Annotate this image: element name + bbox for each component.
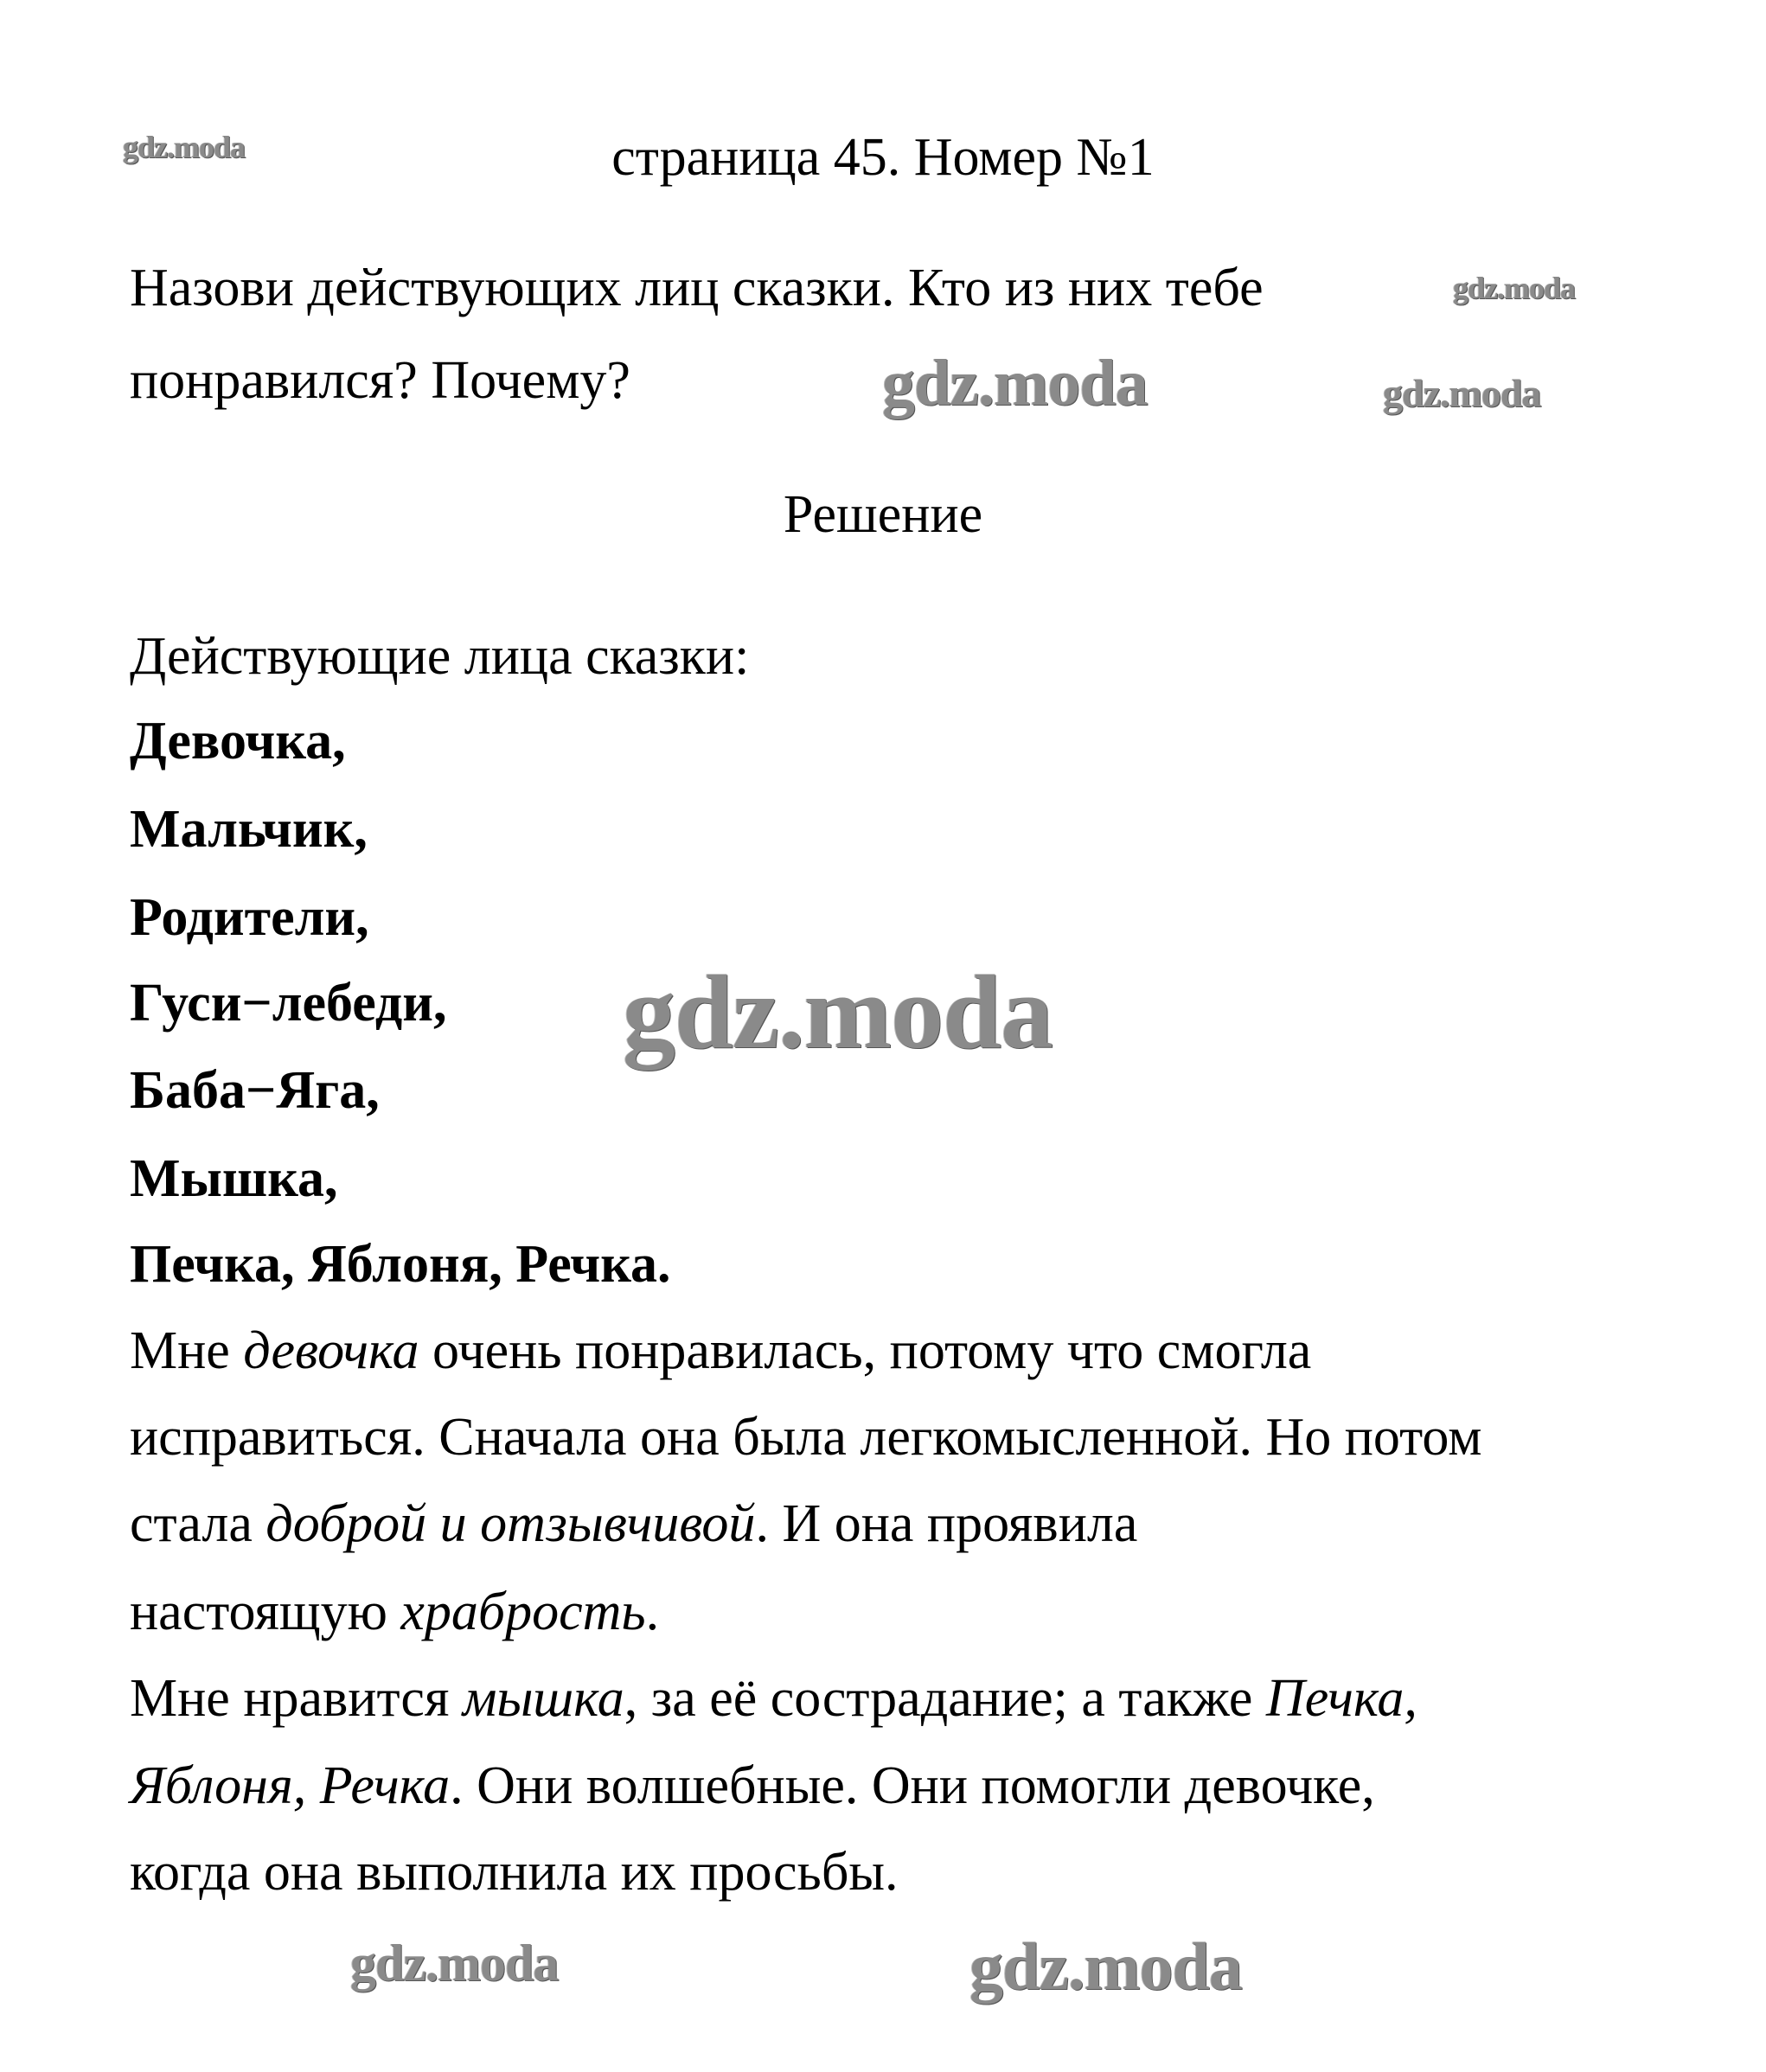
watermark: gdz.moda xyxy=(623,954,1053,1071)
character-item: Мальчик, xyxy=(130,800,368,859)
watermark: gdz.moda xyxy=(1453,271,1576,305)
paragraph-2-line xyxy=(130,1743,1375,1829)
watermark: gdz.moda xyxy=(969,1928,1242,2004)
character-item: Гуси−лебеди, xyxy=(130,974,447,1033)
character-item: Девочка, xyxy=(130,712,346,771)
question-line-1: Назови действующих лиц сказки. Кто из них тебе xyxy=(130,259,1264,317)
emphasis: мышка xyxy=(462,1669,624,1728)
paragraph-1-line xyxy=(130,1308,1311,1394)
character-item: Баба−Яга, xyxy=(130,1061,380,1120)
text: , за её сострадание; а также xyxy=(624,1669,1266,1728)
paragraph-1-line: исправиться. Сначала она была легкомысленной. Но потом xyxy=(130,1408,1482,1467)
text: настоящую xyxy=(130,1583,401,1641)
text: стала xyxy=(130,1494,266,1553)
watermark: gdz.moda xyxy=(350,1935,559,1992)
text: Мне нравится xyxy=(130,1669,463,1728)
question-line-2: понравился? Почему? xyxy=(130,351,630,410)
paragraph-2-line xyxy=(130,1655,1417,1742)
text: . Они волшебные. Они помогли девочке, xyxy=(450,1756,1375,1815)
text: . xyxy=(645,1583,660,1641)
text: очень понравилась, потому что смогла xyxy=(419,1321,1312,1380)
watermark: gdz.moda xyxy=(123,130,246,164)
paragraph-1-line xyxy=(130,1480,1137,1567)
character-item: Мышка, xyxy=(130,1149,338,1208)
text: Мне xyxy=(130,1321,244,1380)
text: . И она проявила xyxy=(755,1494,1138,1553)
emphasis: Печка, xyxy=(1265,1669,1417,1728)
emphasis: девочка xyxy=(243,1321,419,1380)
emphasis: храбрость xyxy=(400,1583,646,1641)
character-item: Родители, xyxy=(130,888,369,947)
watermark: gdz.moda xyxy=(1383,371,1541,415)
solution-heading: Решение xyxy=(783,485,983,544)
paragraph-1-line xyxy=(130,1569,659,1655)
paragraph-2-line: когда она выполнила их просьбы. xyxy=(130,1843,899,1902)
page-title: страница 45. Номер №1 xyxy=(611,128,1155,187)
emphasis: Яблоня, Речка xyxy=(130,1756,451,1815)
character-item: Печка, Яблоня, Речка. xyxy=(130,1235,671,1294)
answer-intro: Действующие лица сказки: xyxy=(130,627,750,686)
watermark: gdz.moda xyxy=(882,347,1148,419)
emphasis: доброй и отзывчивой xyxy=(266,1494,756,1553)
